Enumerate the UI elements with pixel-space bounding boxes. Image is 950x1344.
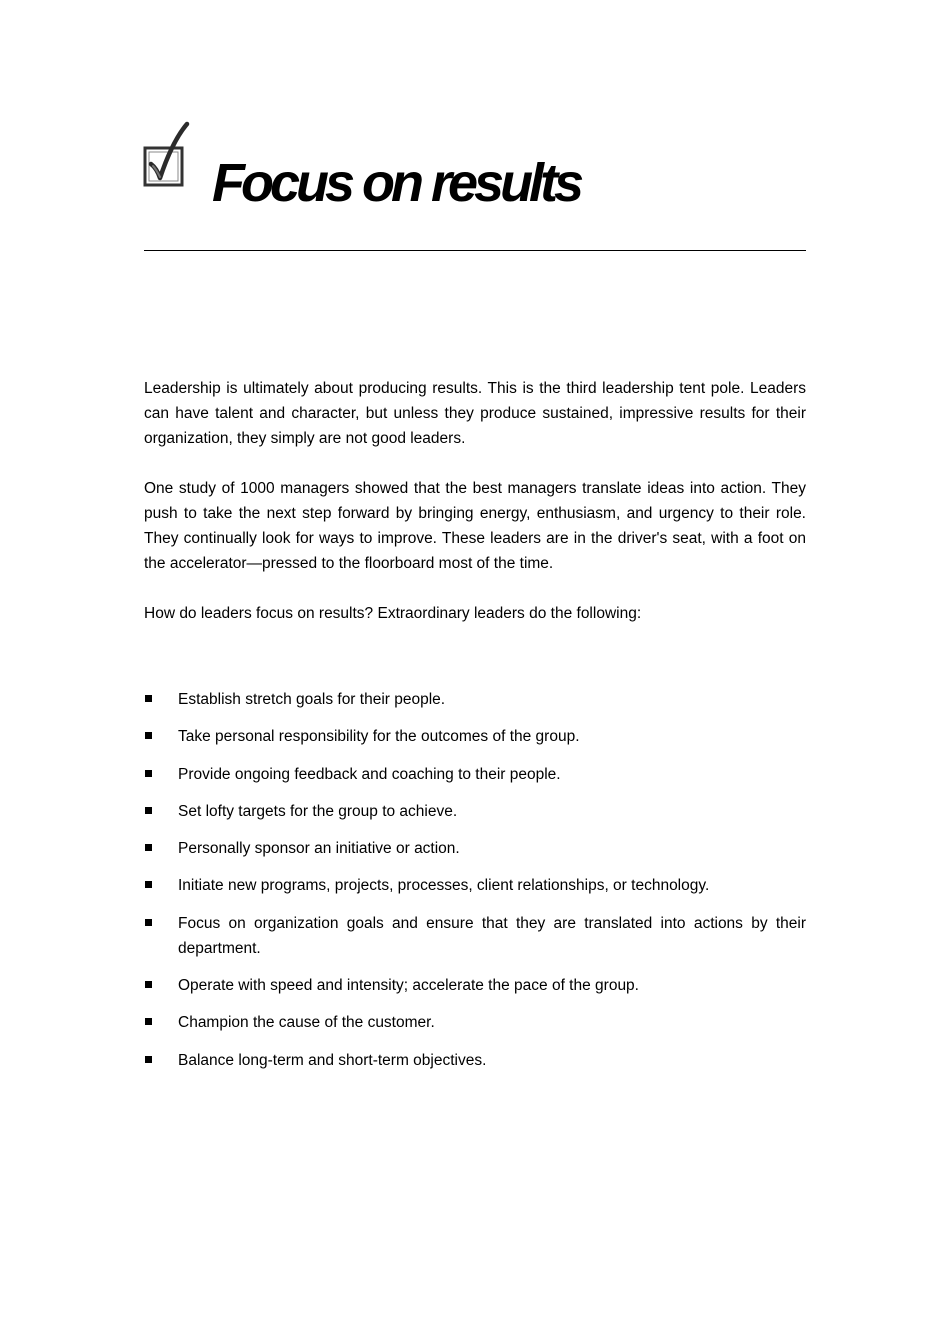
square-bullet-icon — [145, 732, 152, 739]
page-title: Focus on results — [212, 153, 581, 213]
list-item — [144, 873, 806, 898]
checkbox-checked-icon — [142, 120, 190, 190]
square-bullet-icon — [145, 695, 152, 702]
list-item — [144, 911, 806, 961]
list-item-text: Operate with speed and intensity; accelerate the pace of the group. — [178, 977, 639, 995]
square-bullet-icon — [145, 881, 152, 888]
intro-paragraph: Leadership is ultimately about producing results. This is the third leadership tent pole. Leaders can have talent and character, but unless they produce sustained, impressive results for their organization, they simply are not good leaders. — [144, 380, 806, 447]
list-item-text: Establish stretch goals for their people. — [178, 691, 446, 708]
results-bullet-list — [144, 687, 806, 1085]
title-divider — [144, 250, 806, 251]
list-item — [144, 836, 806, 861]
list-item — [144, 1010, 806, 1035]
list-item — [144, 687, 806, 712]
list-item-text: Set lofty targets for the group to achieve. — [178, 802, 458, 820]
list-item — [144, 799, 806, 824]
square-bullet-icon — [145, 1018, 152, 1025]
list-item-text: Take personal responsibility for the outcomes of the group. — [178, 728, 580, 746]
list-item — [144, 1048, 806, 1073]
list-item-text: Personally sponsor an initiative or action. — [178, 840, 460, 858]
square-bullet-icon — [145, 770, 152, 777]
lead-in-paragraph: How do leaders focus on results? Extraordinary leaders do the following: — [144, 605, 642, 622]
square-bullet-icon — [145, 807, 152, 814]
list-item — [144, 973, 806, 998]
list-item-text: Initiate new programs, projects, processes, client relationships, or technology. — [178, 877, 710, 895]
square-bullet-icon — [145, 844, 152, 851]
square-bullet-icon — [145, 981, 152, 988]
list-item-text: Champion the cause of the customer. — [178, 1014, 435, 1032]
list-item — [144, 724, 806, 749]
list-item — [144, 762, 806, 787]
square-bullet-icon — [145, 1056, 152, 1063]
list-item-text: Focus on organization goals and ensure that they are translated into actions by their department. — [178, 914, 806, 957]
body-text — [144, 376, 806, 651]
list-item-text: Balance long-term and short-term objectives. — [178, 1051, 487, 1069]
list-item-text: Provide ongoing feedback and coaching to their people. — [178, 765, 561, 783]
study-paragraph: One study of 1000 managers showed that the best managers translate ideas into action. They push to take the next step forward by bringing energy, enthusiasm, and urgency to their role. They continually look for ways to improve. These leaders are in the driver's seat, with a foot on the accelerator—pressed to the floorboard most of the time. — [144, 480, 806, 572]
square-bullet-icon — [145, 919, 152, 926]
